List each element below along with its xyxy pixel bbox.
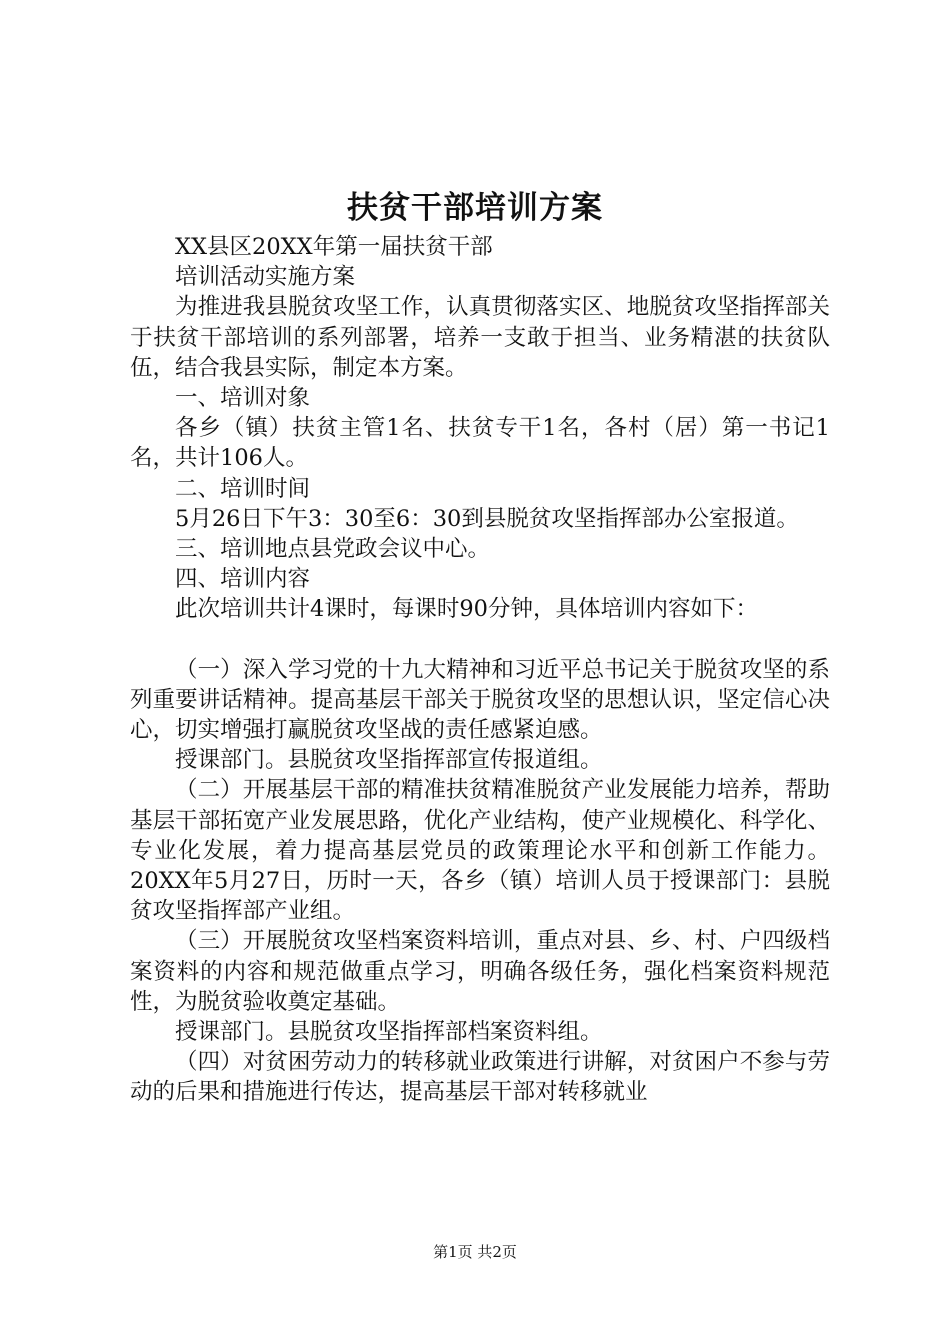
section-heading-location: 三、培训地点县党政会议中心。 <box>175 536 491 563</box>
content-summary-paragraph: 此次培训共计4课时，每课时90分钟，具体培训内容如下： <box>175 596 758 623</box>
page-footer: 第1页 共2页 <box>433 1243 517 1261</box>
document-body <box>130 232 830 1108</box>
content-item-1-department: 授课部门。县脱贫攻坚指挥部宣传报道组。 <box>175 747 603 774</box>
time-paragraph: 5月26日下午3：30至6：30到县脱贫攻坚指挥部办公室报道。 <box>175 505 799 532</box>
content-item-2: （二）开展基层干部的精准扶贫精准脱贫产业发展能力培养，帮助基层干部拓宽产业发展思路，优化产业结构，使产业规模化、科学化、专业化发展，着力提高基层党员的政策理论水平和创新工作能力。20XX年5月27日，历时一天，各乡（镇）培训人员于授课部门：县脱贫攻坚指挥部产业组。 <box>130 777 830 925</box>
content-item-4: （四）对贫困劳动力的转移就业政策进行讲解，对贫困户不参与劳动的后果和措施进行传达，提高基层干部对转移就业 <box>130 1049 830 1106</box>
document-title: 扶贫干部培训方案 <box>347 190 603 226</box>
content-item-3: （三）开展脱贫攻坚档案资料培训，重点对县、乡、村、户四级档案资料的内容和规范做重点学习，明确各级任务，强化档案资料规范性，为脱贫验收奠定基础。 <box>130 928 830 1015</box>
content-item-3-department: 授课部门。县脱贫攻坚指挥部档案资料组。 <box>175 1019 603 1046</box>
section-heading-targets: 一、培训对象 <box>175 385 311 412</box>
targets-paragraph: 各乡（镇）扶贫主管1名、扶贫专干1名，各村（居）第一书记1名，共计106人。 <box>130 415 830 472</box>
section-heading-time: 二、培训时间 <box>175 475 311 502</box>
section-heading-content: 四、培训内容 <box>175 566 311 593</box>
intro-paragraph: 为推进我县脱贫攻坚工作，认真贯彻落实区、地脱贫攻坚指挥部关于扶贫干部培训的系列部署，培养一支敢于担当、业务精湛的扶贫队伍，结合我县实际，制定本方案。 <box>130 294 830 381</box>
content-item-1: （一）深入学习党的十九大精神和习近平总书记关于脱贫攻坚的系列重要讲话精神。提高基层干部关于脱贫攻坚的思想认识，坚定信心决心，切实增强打赢脱贫攻坚战的责任感紧迫感。 <box>130 656 830 744</box>
subtitle-line-1: XX县区20XX年第一届扶贫干部 <box>175 234 493 260</box>
subtitle-line-2: 培训活动实施方案 <box>175 264 356 291</box>
